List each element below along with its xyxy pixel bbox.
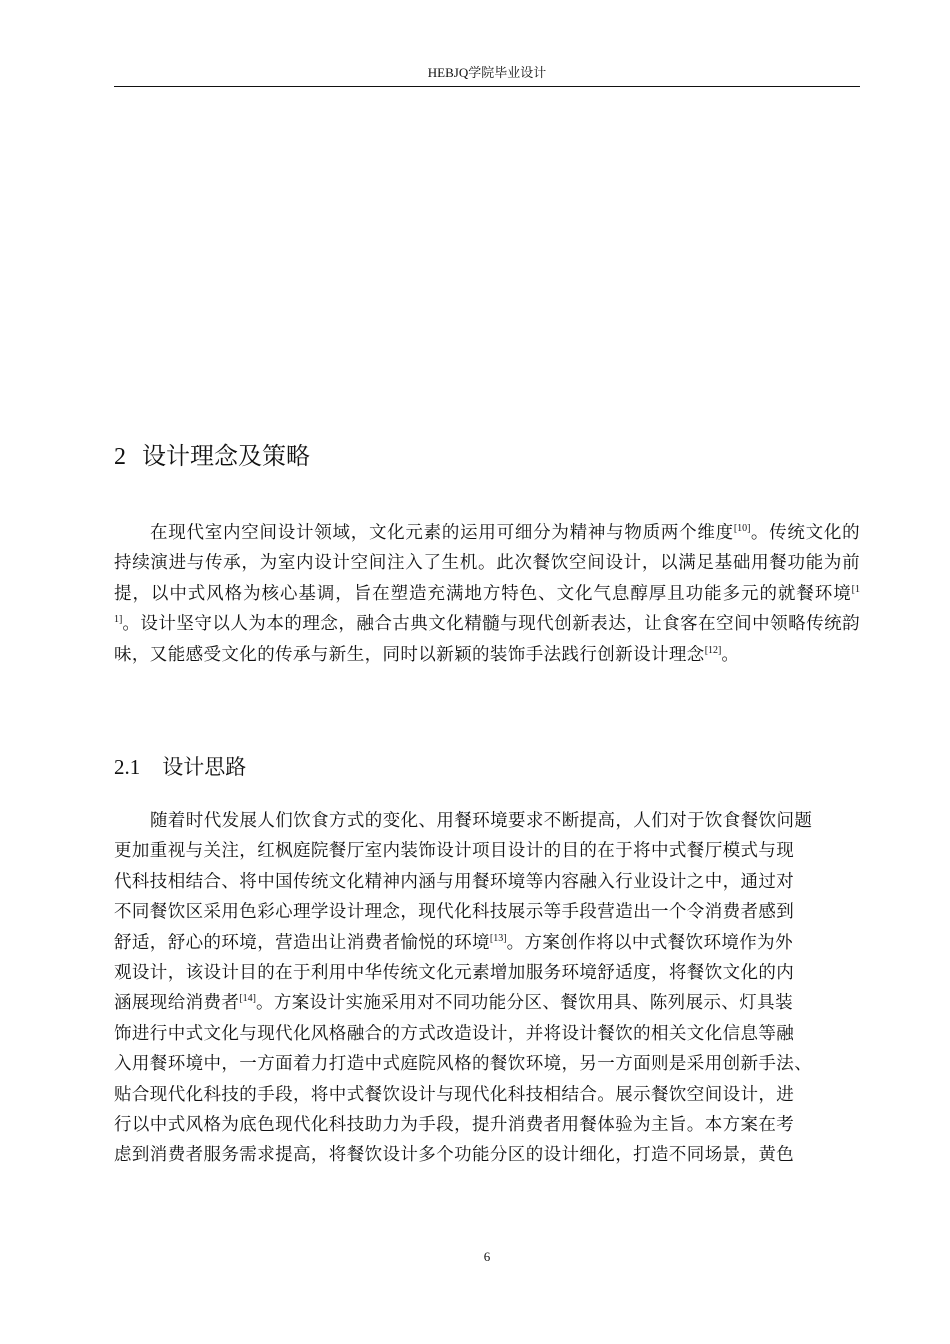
header-rule xyxy=(114,86,860,87)
paragraph-line: 随着时代发展人们饮食方式的变化、用餐环境要求不断提高，人们对于饮食餐饮问题 xyxy=(150,811,813,831)
citation-ref: [10] xyxy=(733,523,751,534)
paragraph-text: 。 xyxy=(721,644,740,665)
paragraph-line: 代科技相结合、将中国传统文化精神内涵与用餐环境等内容融入行业设计之中，通过对 xyxy=(114,871,795,892)
paragraph-line: 虑到消费者服务需求提高，将餐饮设计多个功能分区的设计细化，打造不同场景，黄色 xyxy=(114,1145,795,1166)
citation-ref: [12] xyxy=(704,644,722,656)
paragraph-line: 行以中式风格为底色现代化科技助力为手段，提升消费者用餐体验为主旨。本方案在考 xyxy=(114,1115,795,1136)
citation-ref: [13] xyxy=(489,932,507,944)
paragraph-line: 更加重视与关注，红枫庭院餐厅室内装饰设计项目设计的目的在于将中式餐厅模式与现 xyxy=(114,841,795,862)
section-heading xyxy=(114,440,310,473)
subsection-heading xyxy=(114,752,246,782)
paragraph-text: 在现代室内空间设计领域，文化元素的运用可细分为精神与物质两个维度 xyxy=(150,523,734,543)
subsection-title: 设计思路 xyxy=(162,755,247,779)
section-number: 2 xyxy=(114,444,126,470)
paragraph-line: 饰进行中式文化与现代化风格融合的方式改造设计，并将设计餐饮的相关文化信息等融 xyxy=(114,1023,795,1044)
paragraph-line xyxy=(114,988,860,1018)
section-title: 设计理念及策略 xyxy=(142,442,310,470)
paragraph-line: 贴合现代化科技的手段，将中式餐饮设计与现代化科技相结合。展示餐饮空间设计，进 xyxy=(114,1084,795,1105)
paragraph-text: 。方案设计实施采用对不同功能分区、餐饮用具、陈列展示、灯具装 xyxy=(255,993,793,1014)
citation-ref: [11] xyxy=(114,583,860,626)
paragraph-line: 不同餐饮区采用色彩心理学设计理念，现代化科技展示等手段营造出一个令消费者感到 xyxy=(114,902,795,923)
paragraph-line xyxy=(114,928,860,958)
paragraph-line: 入用餐环境中，一方面着力打造中式庭院风格的餐饮环境，另一方面则是采用创新手法、 xyxy=(114,1054,813,1075)
paragraph-text: 。传统文化的持续演进与传承，为室内设计空间注入了生机。此次餐饮空间设计，以满足基础用餐功能为前提，以中式风格为核心基调，旨在塑造充满地方特色、文化气息醇厚且功能多元的就餐环境 xyxy=(114,523,860,604)
paragraph-text: 舒适，舒心的环境，营造出让消费者愉悦的环境 xyxy=(114,932,490,953)
paragraph-line: 观设计，该设计目的在于利用中华传统文化元素增加服务环境舒适度，将餐饮文化的内 xyxy=(114,963,795,984)
subsection-number: 2.1 xyxy=(114,755,141,779)
paragraph-text: 。设计坚守以人为本的理念，融合古典文化精髓与现代创新表达，让食客在空间中领略传统韵味，又能感受文化的传承与新生，同时以新颖的装饰手法践行创新设计理念 xyxy=(114,614,860,665)
body-paragraph-2 xyxy=(114,806,860,1171)
page-header: HEBJQ学院毕业设计 xyxy=(427,65,547,80)
paragraph-text: 涵展现给消费者 xyxy=(114,993,240,1014)
body-paragraph-1 xyxy=(114,518,860,670)
page-number: 6 xyxy=(483,1249,491,1264)
paragraph-text: 。方案创作将以中式餐饮环境作为外 xyxy=(506,932,793,953)
citation-ref: [14] xyxy=(239,993,256,1005)
